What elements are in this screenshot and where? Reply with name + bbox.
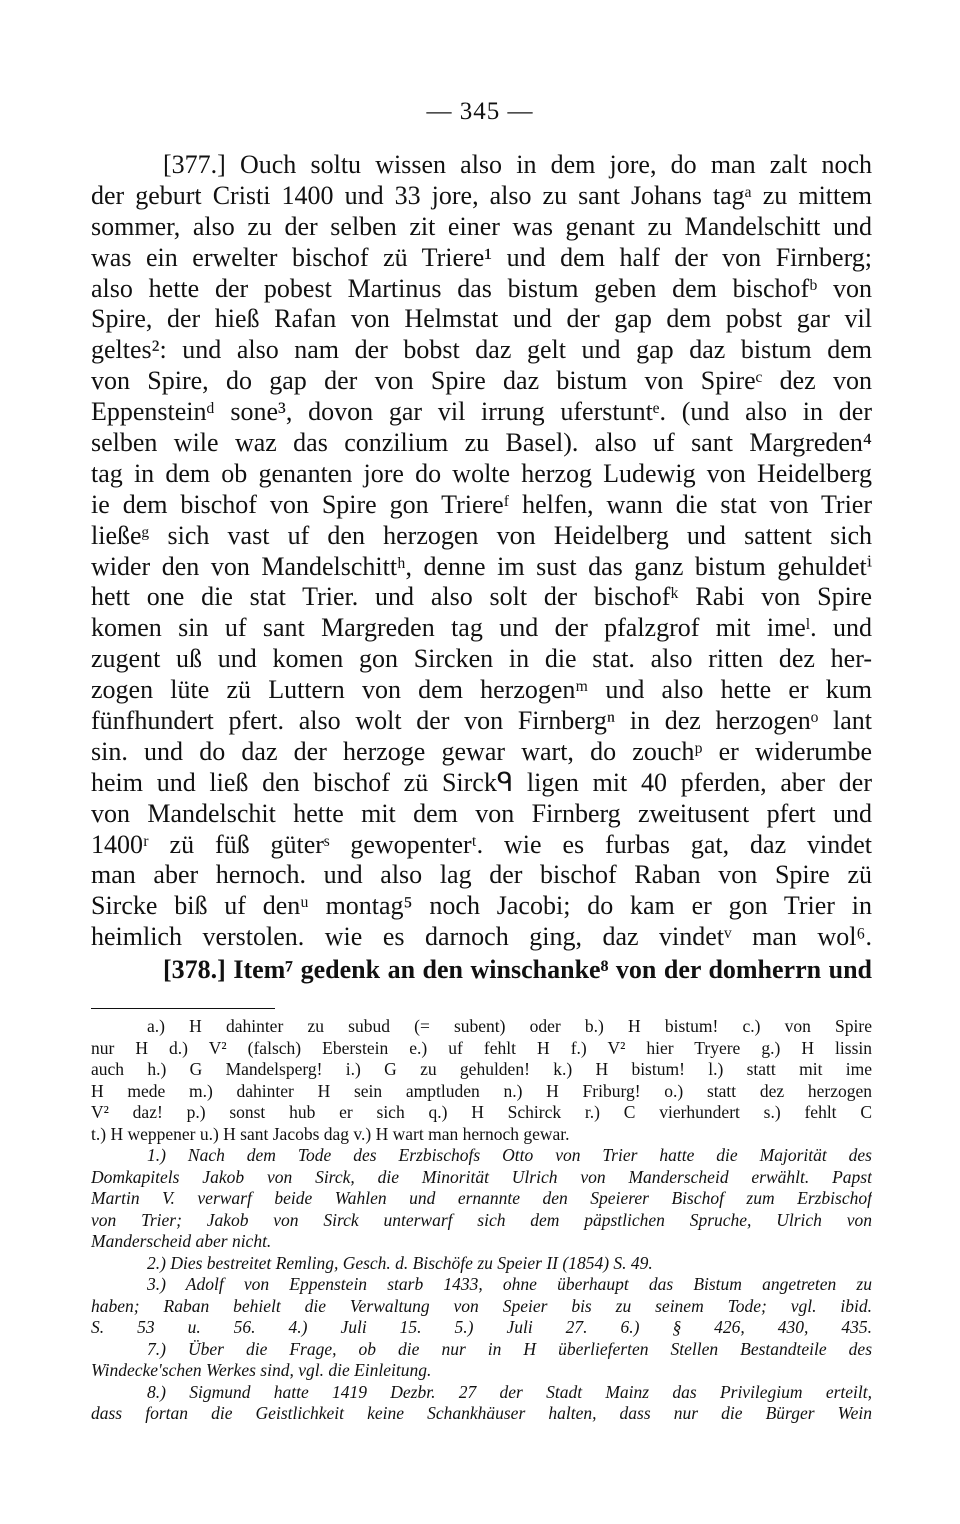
text-line: also hette der pobest Martinus das bistum geben dem bischofᵇ von (91, 273, 872, 303)
text-line: heimlich verstolen. wie es darnoch ging, daz vindetᵛ man wol⁶. (91, 922, 872, 952)
section-378-start: [378.] Item⁷ gedenk an den winschanke⁸ von der domherrn und (163, 955, 872, 985)
footnote-line: Manderscheid aber nicht. (91, 1231, 272, 1251)
text-line: tag in dem ob genanten jore do wolte herzog Ludewig von Heidelberg (91, 458, 872, 488)
footnote-divider (91, 1008, 275, 1009)
text-line: sin. und do daz der herzoge gewar wart, do zouchᵖ er widerumbe (91, 736, 872, 766)
footnote-line: S. 53 u. 56. 4.) Juli 15. 5.) Juli 27. 6.) § 426, 430, 435. (91, 1317, 872, 1337)
footnote-line: dass fortan die Geistlichkeit keine Schankhäuser halten, dass nur die Bürger Wein (91, 1403, 872, 1423)
text-line: sommer, also zu der selben zit einer was genant zu Mandelschitt und (91, 211, 872, 241)
footnote-line: Martin V. verwarf beide Wahlen und ernannte den Speierer Bischof zum Erzbischof (91, 1188, 872, 1208)
text-line: [377.] Ouch soltu wissen also in dem jore, do man zalt noch (163, 150, 872, 179)
text-line: man aber hernoch. und also lag der bischof Raban von Spire zü (91, 860, 872, 890)
variant-note-line: nur H d.) V² (falsch) Eberstein e.) uf fehlt H f.) V² hier Tryere g.) H lissin (91, 1037, 872, 1058)
footnotes-block (91, 1016, 872, 1425)
text-line: der geburt Cristi 1400 und 33 jore, also zu sant Johans tagᵃ zu mittem (91, 180, 872, 210)
text-line: selben wile waz das conzilium zu Basel). also uf sant Margreden⁴ (91, 428, 872, 458)
variant-note-line: V² daz! p.) sonst hub er sich q.) H Schirck r.) C vierhundert s.) fehlt C (91, 1102, 872, 1122)
footnote-line: Domkapitels Jakob von Sirck, die Minorität Ulrich von Manderscheid erwählt. Papst (91, 1166, 872, 1187)
variant-note-line: H mede m.) dahinter H sein amptluden n.) H Friburg! o.) statt dez herzogen (91, 1080, 872, 1101)
page-number: — 345 — (426, 98, 534, 125)
footnote-line: 3.) Adolf von Eppenstein starb 1433, ohne überhaupt das Bistum angetreten zu (147, 1274, 872, 1294)
variant-note-line: t.) H weppener u.) H sant Jacobs dag v.) H wart man hernoch gewar. (91, 1123, 570, 1144)
footnote-line: von Trier; Jakob von Sirck unterwarf sich dem päpstlichen Spruche, Ulrich von (91, 1209, 872, 1230)
text-line: wider den von Mandelschittʰ, denne im sust das ganz bistum gehuldetⁱ (91, 551, 872, 581)
text-line: zogen lüte zü Luttern von dem herzogenᵐ und also hette er kum (91, 675, 872, 705)
text-line: von Spire, do gap der von Spire daz bistum von Spireᶜ dez von (91, 366, 872, 396)
text-line: was ein erwelter bischof zü Triere¹ und dem half der von Firnberg; (91, 242, 872, 272)
text-line: komen sin uf sant Margreden tag und der pfalzgrof mit imeˡ. und (91, 613, 872, 643)
text-line: 1400ʳ zü füß güterˢ gewopenterᵗ. wie es furbas gat, daz vindet (91, 829, 872, 859)
text-line: fünfhundert pfert. also wolt der von Firnbergⁿ in dez herzogenᵒ lant (91, 706, 872, 736)
text-line: zugent uß und komen gon Sircken in die stat. also ritten dez her- (91, 644, 872, 674)
text-line: geltes²: und also nam der bobst daz gelt und gap daz bistum dem (91, 335, 872, 365)
text-line: Spire, der hieß Rafan von Helmstat und der gap dem pobst gar vil (91, 304, 872, 334)
footnote-line: 8.) Sigmund hatte 1419 Dezbr. 27 der Stadt Mainz das Privilegium erteilt, (147, 1381, 872, 1402)
variant-note-line: a.) H dahinter zu subud (= subent) oder b.) H bistum! c.) von Spire (147, 1016, 872, 1036)
text-line: heim und ließ den bischof zü Sirckᑫ ligen mit 40 pferden, aber der (91, 767, 872, 797)
footnote-line: haben; Raban behielt die Verwaltung von Speier bis zu seinem Tode; vgl. ibid. (91, 1295, 872, 1316)
text-line: Sircke biß uf denᵘ montag⁵ noch Jacobi; do kam er gon Trier in (91, 891, 872, 921)
text-line: Eppensteinᵈ sone³, dovon gar vil irrung uferstuntᵉ. (und also in der (91, 397, 872, 427)
variant-note-line: auch h.) G Mandelsperg! i.) G zu gehulden! k.) H bistum! l.) statt mit ime (91, 1059, 872, 1079)
footnote-line: 7.) Über die Frage, ob die nur in H überlieferten Stellen Bestandteile des (147, 1338, 872, 1359)
text-line: von Mandelschit hette mit dem von Firnberg zweitusent pfert und (91, 798, 872, 828)
text-line: ließeᵍ sich vast uf den herzogen von Heidelberg und sattent sich (91, 520, 872, 550)
footnote-line: 1.) Nach dem Tode des Erzbischofs Otto von Trier hatte die Majorität des (147, 1145, 872, 1165)
footnote-line: 2.) Dies bestreitet Remling, Gesch. d. Bischöfe zu Speier II (1854) S. 49. (147, 1252, 653, 1273)
footnote-line: Windecke'schen Werkes sind, vgl. die Einleitung. (91, 1360, 432, 1380)
text-line: hett one die stat Trier. und also solt der bischofᵏ Rabi von Spire (91, 582, 872, 612)
text-line: ie dem bischof von Spire gon Triereᶠ helfen, wann die stat von Trier (91, 489, 872, 519)
main-text-block (91, 150, 872, 986)
